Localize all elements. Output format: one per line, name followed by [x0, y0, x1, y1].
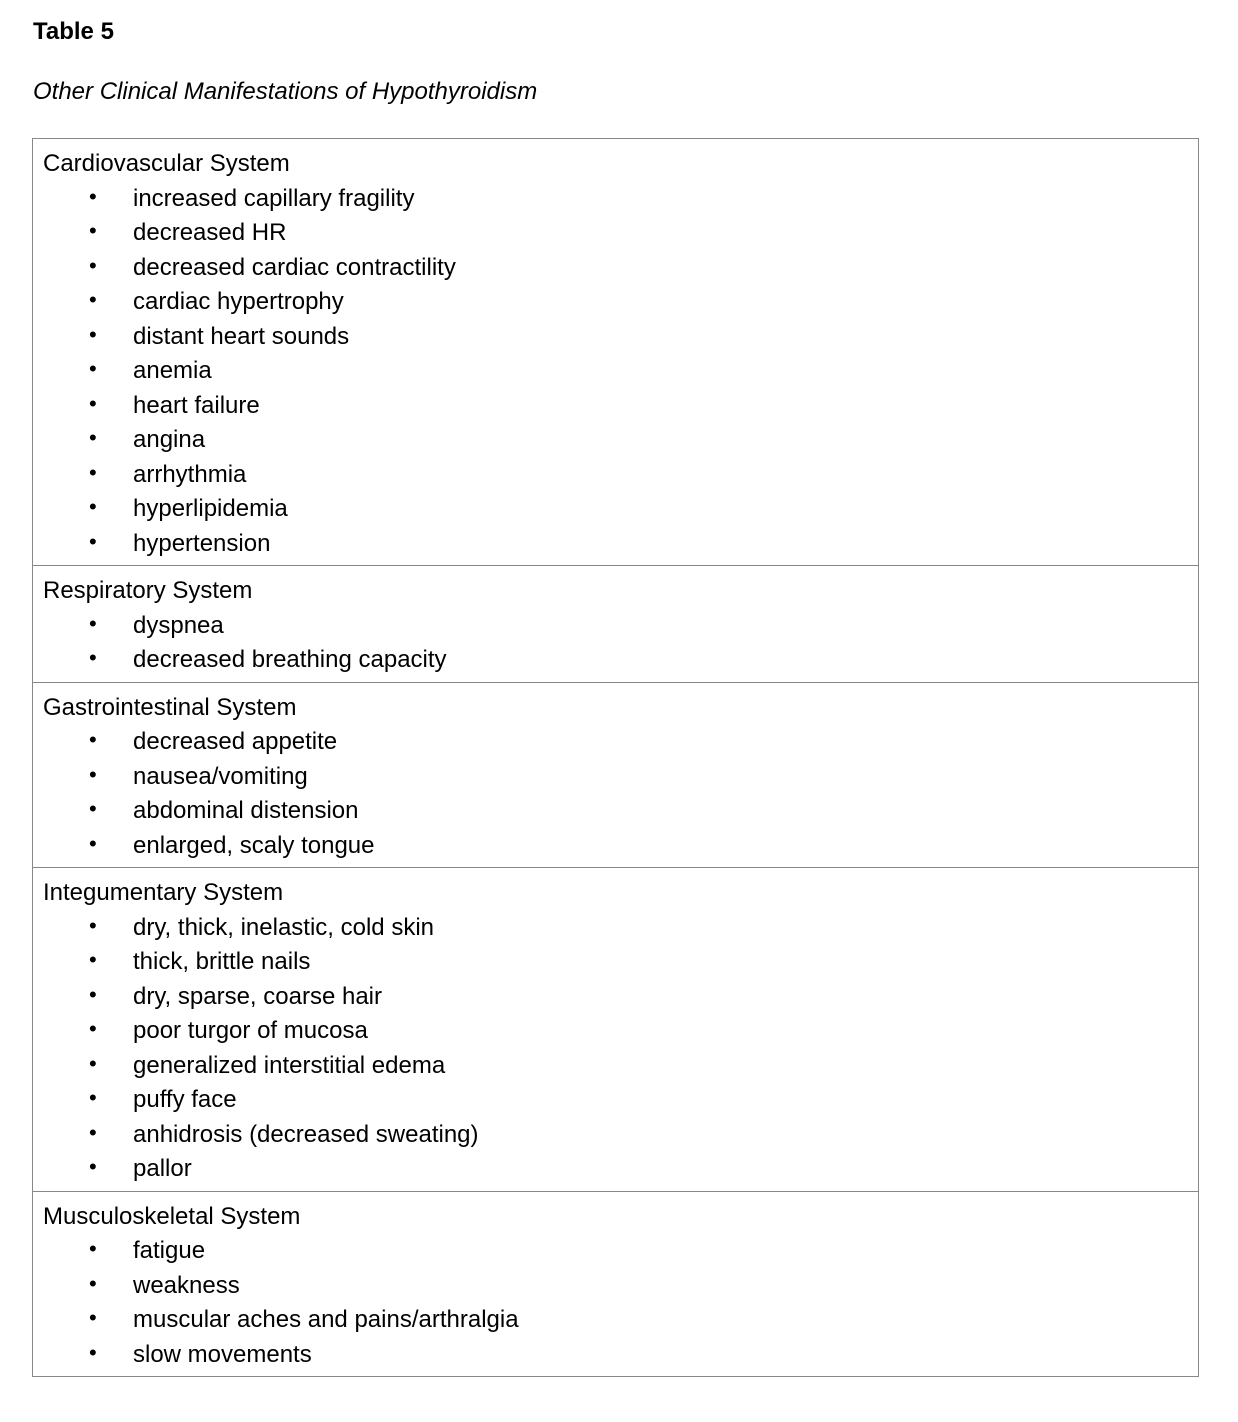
bullet-icon: •: [89, 218, 97, 243]
list-item: [43, 760, 1198, 795]
list-item: [43, 182, 1198, 217]
list-item-text: distant heart sounds: [133, 322, 350, 350]
bullet-icon: •: [89, 183, 97, 209]
bullet-icon: •: [89, 610, 97, 636]
bullet-icon: •: [89, 912, 97, 938]
list-item-text: anhidrosis (decreased sweating): [133, 1120, 479, 1148]
list-item: [43, 609, 1198, 644]
list-item-text: decreased HR: [133, 219, 287, 246]
list-item: [43, 216, 1198, 251]
list-item-text: dry, thick, inelastic, cold skin: [133, 913, 434, 941]
list-item: [43, 423, 1198, 458]
bullet-icon: •: [89, 645, 97, 670]
bullet-icon: •: [89, 1270, 97, 1296]
table-section: [33, 682, 1198, 868]
symptom-list: [43, 1234, 1198, 1372]
list-item-text: hyperlipidemia: [133, 495, 288, 522]
list-item-text: pallor: [133, 1155, 192, 1182]
list-item-text: anemia: [133, 357, 212, 384]
list-item: [43, 643, 1198, 678]
list-item-text: generalized interstitial edema: [133, 1051, 446, 1079]
bullet-icon: •: [89, 981, 97, 1007]
bullet-icon: •: [89, 761, 97, 787]
section-title: Musculoskeletal System: [43, 1202, 301, 1230]
symptom-list: [43, 182, 1198, 562]
list-item-text: nausea/vomiting: [133, 762, 308, 790]
list-item-text: increased capillary fragility: [133, 184, 415, 212]
bullet-icon: •: [89, 321, 97, 347]
bullet-icon: •: [89, 1119, 97, 1145]
table-caption: Other Clinical Manifestations of Hypothyroidism: [33, 78, 538, 105]
list-item: [43, 945, 1198, 980]
manifestations-table: [32, 138, 1199, 1377]
list-item-text: abdominal distension: [133, 797, 359, 824]
list-item: [43, 1152, 1198, 1187]
list-item: [43, 911, 1198, 946]
list-item: [43, 1049, 1198, 1084]
bullet-icon: •: [89, 1016, 97, 1041]
bullet-icon: •: [89, 727, 97, 752]
list-item: [43, 1338, 1198, 1373]
table-section: [33, 1191, 1198, 1377]
bullet-icon: •: [89, 1339, 97, 1365]
section-title: Integumentary System: [43, 879, 284, 906]
section-title: Cardiovascular System: [43, 150, 290, 177]
list-item-text: puffy face: [133, 1086, 237, 1113]
bullet-icon: •: [89, 528, 97, 554]
bullet-icon: •: [89, 252, 97, 278]
bullet-icon: •: [89, 1154, 97, 1179]
list-item-text: hypertension: [133, 529, 271, 557]
list-item: [43, 1234, 1198, 1269]
symptom-list: [43, 725, 1198, 863]
list-item: [43, 725, 1198, 760]
list-item-text: angina: [133, 426, 206, 453]
list-item-text: heart failure: [133, 391, 260, 419]
list-item: [43, 1269, 1198, 1304]
list-item: [43, 458, 1198, 493]
list-item-text: weakness: [133, 1271, 240, 1299]
bullet-icon: •: [89, 356, 97, 381]
list-item: [43, 354, 1198, 389]
bullet-icon: •: [89, 390, 97, 416]
list-item: [43, 1303, 1198, 1338]
list-item: [43, 320, 1198, 355]
list-item-text: dyspnea: [133, 611, 224, 639]
list-item: [43, 389, 1198, 424]
bullet-icon: •: [89, 425, 97, 450]
list-item-text: decreased breathing capacity: [133, 646, 447, 673]
list-item-text: thick, brittle nails: [133, 948, 311, 975]
list-item: [43, 1014, 1198, 1049]
bullet-icon: •: [89, 1085, 97, 1110]
list-item-text: cardiac hypertrophy: [133, 288, 344, 315]
list-item-text: fatigue: [133, 1237, 206, 1264]
list-item: [43, 980, 1198, 1015]
table-section: [33, 139, 1198, 565]
list-item: [43, 794, 1198, 829]
list-item: [43, 527, 1198, 562]
list-item-text: poor turgor of mucosa: [133, 1017, 368, 1044]
list-item: [43, 1083, 1198, 1118]
section-title: Gastrointestinal System: [43, 693, 297, 721]
bullet-icon: •: [89, 796, 97, 821]
list-item-text: arrhythmia: [133, 460, 247, 488]
list-item-text: muscular aches and pains/arthralgia: [133, 1306, 519, 1333]
section-title: Respiratory System: [43, 577, 253, 604]
bullet-icon: •: [89, 1305, 97, 1330]
bullet-icon: •: [89, 830, 97, 856]
bullet-icon: •: [89, 1236, 97, 1261]
bullet-icon: •: [89, 287, 97, 312]
list-item: [43, 829, 1198, 864]
list-item-text: decreased appetite: [133, 728, 338, 755]
bullet-icon: •: [89, 1050, 97, 1076]
bullet-icon: •: [89, 459, 97, 485]
bullet-icon: •: [89, 494, 97, 519]
symptom-list: [43, 609, 1198, 678]
list-item-text: enlarged, scaly tongue: [133, 831, 375, 859]
table-label: Table 5: [33, 18, 114, 45]
list-item: [43, 492, 1198, 527]
list-item: [43, 251, 1198, 286]
list-item-text: slow movements: [133, 1340, 312, 1368]
list-item: [43, 1118, 1198, 1153]
list-item-text: dry, sparse, coarse hair: [133, 982, 382, 1010]
bullet-icon: •: [89, 947, 97, 972]
table-section: [33, 867, 1198, 1191]
table-section: [33, 565, 1198, 682]
list-item-text: decreased cardiac contractility: [133, 253, 456, 281]
list-item: [43, 285, 1198, 320]
symptom-list: [43, 911, 1198, 1187]
